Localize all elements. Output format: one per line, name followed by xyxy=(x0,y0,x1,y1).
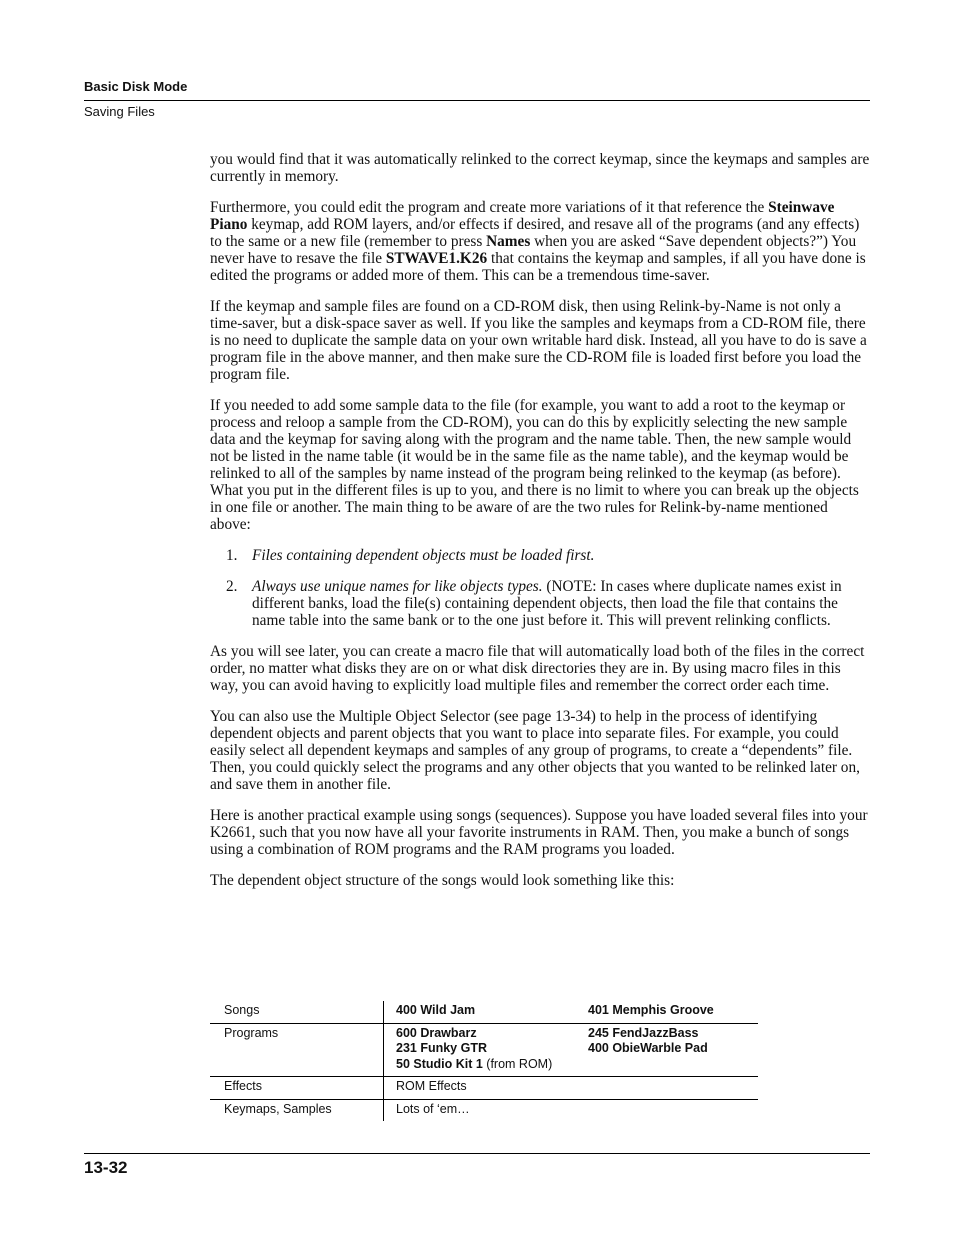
text-run: Furthermore, you could edit the program and create more variations of it that reference the xyxy=(210,199,769,216)
table-cell: Lots of ‘em… xyxy=(384,1099,581,1121)
text-run: keymap, add ROM layers, and/or effects if desired, and resave all of the programs (and any effects) to the same or a new file (remember to press xyxy=(210,216,860,250)
paragraph: You can also use the Multiple Object Selector (see page 13-34) to help in the process of identifying dependent objects and parent objects that you want to place into separate files. For example, you could easily select all dependent keymaps and samples of any group of programs, to create a “dependents” file. Then, you could quickly select the programs and any other objects that you wanted to be relinked later on, and save them in another file. xyxy=(210,708,860,793)
list-text xyxy=(252,547,870,564)
table-row xyxy=(210,1077,758,1100)
list-number: 1. xyxy=(226,547,238,564)
program-name: 600 Drawbarz xyxy=(396,1025,477,1040)
paragraph: If the keymap and sample files are found on a CD-ROM disk, then using Relink-by-Name is not only a time-saver, but a disk-space saver as well. If you like the samples and keymaps from a CD-ROM file, there is no need to duplicate the sample data on your own writable hard disk. Instead, all you have to do is save a program file in the above manner, and then make sure the CD-ROM file is loaded first before you load the program file. xyxy=(210,298,867,383)
page-number: 13-32 xyxy=(84,1158,128,1177)
table-cell xyxy=(580,1077,758,1100)
table-row xyxy=(210,1001,758,1023)
text-run: that contains the keymap and samples, if all you have done is edited the programs or added more of them. This can be a tremendous time-saver. xyxy=(210,250,866,284)
body-text xyxy=(210,151,870,903)
file-name: STWAVE1.K26 xyxy=(385,250,488,267)
paragraph: you would find that it was automatically relinked to the correct keymap, since the keymaps and samples are currently in memory. xyxy=(210,151,870,185)
table-row xyxy=(210,1023,758,1077)
list-number: 2. xyxy=(226,578,238,595)
table-cell xyxy=(384,1023,581,1077)
section-subtitle: Saving Files xyxy=(84,104,155,119)
section-title: Basic Disk Mode xyxy=(84,79,188,94)
paragraph: Here is another practical example using songs (sequences). Suppose you have loaded several files into your K2661, such that you now have all your favorite instruments in RAM. Then, you make a bunch of songs using a combination of ROM programs and the RAM programs you loaded. xyxy=(210,807,868,858)
rule-italic: Files containing dependent objects must be loaded first. xyxy=(252,547,595,564)
table-row xyxy=(210,1099,758,1121)
footer-rule xyxy=(84,1153,870,1154)
row-label: Keymaps, Samples xyxy=(210,1099,384,1121)
program-note: (from ROM) xyxy=(482,1056,553,1071)
list-item xyxy=(210,547,870,564)
header-rule xyxy=(84,100,870,101)
table-cell: 400 Wild Jam xyxy=(396,1003,476,1017)
rule-italic: Always use unique names for like objects types. xyxy=(252,578,543,595)
program-name: 50 Studio Kit 1 xyxy=(396,1056,483,1071)
paragraph xyxy=(210,199,870,284)
row-label: Programs xyxy=(210,1023,384,1077)
dependency-table xyxy=(210,1001,758,1121)
program-name: 231 Funky GTR xyxy=(396,1041,487,1055)
button-name: Names xyxy=(486,233,531,250)
paragraph: The dependent object structure of the songs would look something like this: xyxy=(210,872,675,889)
table-cell xyxy=(580,1099,758,1121)
keymap-name: Steinwave Piano xyxy=(210,199,835,233)
table-cell: ROM Effects xyxy=(384,1077,581,1100)
list-item xyxy=(210,578,870,629)
program-name: 245 FendJazzBass xyxy=(588,1025,699,1040)
row-label: Songs xyxy=(210,1001,384,1023)
paragraph: If you needed to add some sample data to the file (for example, you want to add a root to the keymap or process and reloop a sample from the CD-ROM), you can do this by explicitly selecting the new sample data and the keymap for saving along with the program and the name table. Then, the new sample would not be listed in the name table (it would be in the same file as the name table), and the keymap would be relinked to all of the samples by name instead of the program being relinked to the keymap (as before). What you put in the different files is up to you, and there is no limit to where you can break up the objects in one file or another. The main thing to be aware of are the two rules for Relink-by-name mentioned above: xyxy=(210,397,859,533)
paragraph: As you will see later, you can create a macro file that will automatically load both of the files in the correct order, no matter what disks they are on or what disk directories they are in. By using macro files in this way, you can avoid having to explicitly load multiple files and remember the correct order each time. xyxy=(210,643,865,694)
row-label: Effects xyxy=(210,1077,384,1100)
table-cell: 401 Memphis Groove xyxy=(588,1003,714,1017)
text-run: when you are asked “Save dependent objects?”) You never have to resave the file xyxy=(210,233,857,267)
program-entry xyxy=(396,1057,576,1073)
program-name: 400 ObieWarble Pad xyxy=(588,1041,708,1055)
list-text xyxy=(252,578,870,629)
rule-rest: (NOTE: In cases where duplicate names exist in different banks, load the file(s) containing dependent objects, then load the file that contains the name table into the same bank or to the one just before it. This will prevent relinking conflicts. xyxy=(252,578,842,629)
rules-list xyxy=(210,547,870,629)
table-cell xyxy=(580,1023,758,1077)
